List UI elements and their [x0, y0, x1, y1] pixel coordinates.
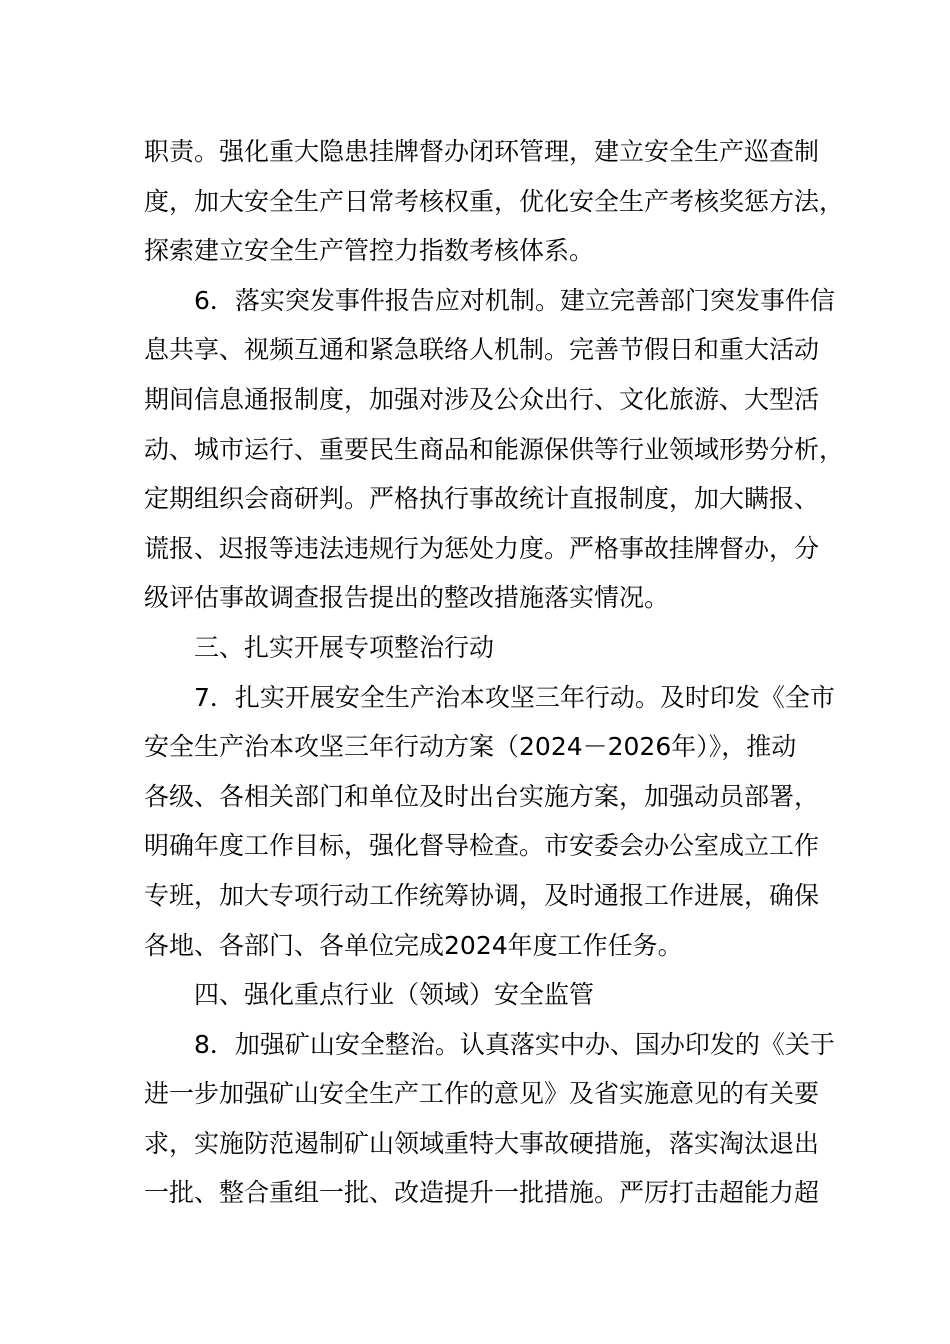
- text-line: 息共享、视频互通和紧急联络人机制。完善节假日和重大活动: [144, 335, 820, 365]
- text-line: 进一步加强矿山安全生产工作的意见》及省实施意见的有关要: [144, 1079, 820, 1109]
- text-line: 级评估事故调查报告提出的整改措施落实情况。: [144, 583, 670, 613]
- text-line: 求，实施防范遏制矿山领域重特大事故硬措施，落实淘汰退出: [144, 1128, 820, 1158]
- document-body: [144, 127, 845, 1218]
- paragraph-heading-8: 8．加强矿山安全整治。认真落实中办、国办印发的《关于: [194, 1029, 835, 1059]
- text-line: 期间信息通报制度，加强对涉及公众出行、文化旅游、大型活: [144, 384, 820, 414]
- text-line: 各级、各相关部门和单位及时出台实施方案，加强动员部署，: [144, 781, 820, 811]
- text-line: 动、城市运行、重要民生商品和能源保供等行业领域形势分析，: [144, 434, 845, 464]
- text-line: 专班，加大专项行动工作统筹协调，及时通报工作进展，确保: [144, 880, 820, 910]
- section-heading-4: 四、强化重点行业（领域）安全监管: [194, 980, 595, 1010]
- text-line: 职责。强化重大隐患挂牌督办闭环管理，建立安全生产巡查制: [144, 137, 820, 166]
- text-line: 一批、整合重组一批、改造提升一批措施。严厉打击超能力超: [144, 1178, 820, 1208]
- text-line: 明确年度工作目标，强化督导检查。市安委会办公室成立工作: [144, 831, 820, 861]
- text-line: 安全生产治本攻坚三年行动方案（2024－2026年）》，推动: [144, 732, 797, 762]
- text-line: 各地、各部门、各单位完成2024年度工作任务。: [144, 930, 683, 960]
- text-line: 定期组织会商研判。严格执行事故统计直报制度，加大瞒报、: [144, 484, 820, 514]
- text-line: 探索建立安全生产管控力指数考核体系。: [144, 236, 595, 266]
- text-line: 谎报、迟报等违法违规行为惩处力度。严格事故挂牌督办，分: [144, 533, 820, 563]
- paragraph-heading-7: 7．扎实开展安全生产治本攻坚三年行动。及时印发《全市: [194, 682, 835, 712]
- paragraph-heading-6: 6．落实突发事件报告应对机制。建立完善部门突发事件信: [194, 285, 835, 315]
- text-line: 度，加大安全生产日常考核权重，优化安全生产考核奖惩方法，: [144, 186, 845, 216]
- section-heading-3: 三、扎实开展专项整治行动: [194, 632, 495, 662]
